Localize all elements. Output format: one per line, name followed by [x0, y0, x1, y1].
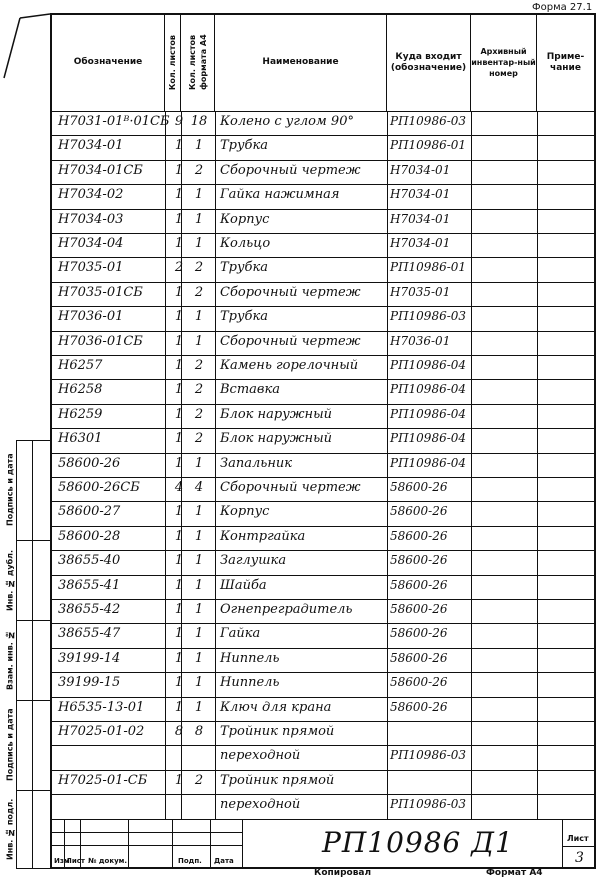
table-row	[52, 257, 594, 281]
row-name: Гайка нажимная	[220, 187, 340, 202]
row-where-used: 58600-26	[390, 529, 448, 543]
tb-list: Лист	[66, 857, 85, 865]
row-sheets-count: 9	[174, 114, 184, 129]
row-sheets-a4: 1	[194, 504, 204, 519]
tb-izm: Изм	[54, 857, 70, 865]
row-where-used: РП10986-03	[390, 309, 467, 323]
table-row	[52, 672, 594, 696]
row-sheets-a4: 1	[194, 456, 204, 471]
side-sign-date-2: Подпись и дата	[5, 708, 15, 782]
row-where-used: РП10986-01	[390, 138, 467, 152]
row-name: Сборочный чертеж	[220, 480, 361, 495]
binding-divider	[16, 700, 50, 701]
table-row	[52, 331, 594, 355]
row-where-used: Н7035-01	[390, 285, 451, 299]
row-name: Сборочный чертеж	[220, 334, 361, 349]
table-row	[52, 209, 594, 233]
row-where-used: 58600-26	[390, 651, 448, 665]
row-designation: Н6259	[58, 407, 103, 422]
row-sheets-count: 1	[174, 602, 184, 617]
table-row	[52, 477, 594, 501]
row-designation: Н7034-03	[58, 212, 124, 227]
row-where-used: 58600-26	[390, 553, 448, 567]
binding-divider	[16, 790, 50, 791]
row-sheets-count: 1	[174, 504, 184, 519]
table-row	[52, 526, 594, 550]
row-name: Блок наружный	[220, 431, 333, 446]
table-row	[52, 575, 594, 599]
row-where-used: РП10986-04	[390, 456, 467, 470]
table-row	[52, 428, 594, 452]
row-sheets-a4: 1	[194, 138, 204, 153]
row-sheets-a4: 8	[194, 724, 204, 739]
table-row	[52, 135, 594, 159]
row-name: Тройник прямой	[220, 724, 335, 739]
row-where-used: 58600-26	[390, 700, 448, 714]
row-sheets-a4: 18	[190, 114, 208, 129]
header-archive: Архивный инвентар-ный номер	[471, 14, 537, 111]
title-block-top	[52, 819, 594, 820]
binding-mark	[0, 0, 50, 120]
table-row	[52, 501, 594, 525]
row-name: Колено с углом 90°	[220, 114, 354, 129]
header-sheets-count-cell	[165, 14, 181, 111]
row-sheets-count: 1	[174, 578, 184, 593]
row-sheets-count: 1	[174, 456, 184, 471]
row-sheets-count: 1	[174, 212, 184, 227]
row-sheets-count: 8	[174, 724, 184, 739]
side-vzam-inv: Взам. инв. №	[5, 630, 15, 690]
title-block-col	[128, 819, 129, 869]
row-sheets-a4: 2	[194, 773, 204, 788]
row-where-used: РП10986-01	[390, 260, 467, 274]
row-where-used: РП10986-04	[390, 431, 467, 445]
row-where-used: 58600-26	[390, 602, 448, 616]
row-designation: Н7034-02	[58, 187, 124, 202]
row-sheets-count: 1	[174, 285, 184, 300]
row-sheets-count: 1	[174, 431, 184, 446]
header-name: Наименование	[215, 14, 387, 111]
table-row	[52, 306, 594, 330]
row-designation: 58600-26	[58, 456, 121, 471]
row-where-used: РП10986-03	[390, 748, 467, 762]
row-name: Запальник	[220, 456, 293, 471]
row-sheets-count: 1	[174, 529, 184, 544]
row-designation: Н7034-01	[58, 138, 124, 153]
row-designation: Н6301	[58, 431, 103, 446]
row-sheets-count: 1	[174, 700, 184, 715]
row-name: Сборочный чертеж	[220, 285, 361, 300]
table-row	[52, 355, 594, 379]
row-where-used: 58600-26	[390, 626, 448, 640]
row-where-used: Н7036-01	[390, 334, 451, 348]
tb-doc-no: № докум.	[88, 857, 128, 865]
row-designation: Н7034-04	[58, 236, 124, 251]
table-row	[52, 184, 594, 208]
table-row	[52, 648, 594, 672]
row-designation: 38655-40	[58, 553, 121, 568]
row-where-used: Н7034-01	[390, 236, 451, 250]
row-sheets-count: 1	[174, 187, 184, 202]
header-designation: Обозначение	[52, 14, 165, 111]
row-sheets-a4: 1	[194, 309, 204, 324]
row-designation: Н7031-01ᴮ·01СБ	[58, 114, 170, 129]
row-designation: 58600-26СБ	[58, 480, 140, 495]
footer-copied: Копировал	[314, 868, 372, 878]
binding-divider	[16, 620, 50, 621]
row-name: переходной	[220, 748, 301, 763]
row-where-used: РП10986-04	[390, 382, 467, 396]
row-name: Гайка	[220, 626, 261, 641]
table-row	[52, 233, 594, 257]
title-block-line	[562, 846, 594, 847]
row-where-used: Н7034-01	[390, 187, 451, 201]
row-designation: Н7036-01СБ	[58, 334, 143, 349]
form-label: Форма 27.1	[532, 2, 593, 13]
row-designation: 39199-14	[58, 651, 121, 666]
table-row	[52, 721, 594, 745]
table-row	[52, 794, 594, 818]
row-designation: 39199-15	[58, 675, 121, 690]
row-name: Сборочный чертеж	[220, 163, 361, 178]
row-name: Вставка	[220, 382, 280, 397]
row-designation: Н7036-01	[58, 309, 124, 324]
title-block-col	[172, 819, 173, 869]
side-inv-dup: Инв. № дубл.	[5, 549, 15, 611]
row-sheets-a4: 2	[194, 260, 204, 275]
row-sheets-a4: 2	[194, 285, 204, 300]
row-sheets-count: 1	[174, 334, 184, 349]
binding-line	[32, 440, 33, 869]
tb-podp: Подп.	[178, 857, 202, 865]
side-sign-date-1: Подпись и дата	[5, 453, 15, 527]
row-name: Блок наружный	[220, 407, 333, 422]
row-where-used: Н7034-01	[390, 212, 451, 226]
row-where-used: РП10986-03	[390, 114, 467, 128]
row-sheets-a4: 1	[194, 651, 204, 666]
row-name: Трубка	[220, 309, 268, 324]
table-row	[52, 379, 594, 403]
header-sheets-a4-cell	[181, 14, 215, 111]
row-where-used: РП10986-04	[390, 407, 467, 421]
table-row	[52, 453, 594, 477]
title-block-col	[562, 819, 563, 869]
header-where-used: Куда входит (обозначение)	[387, 14, 471, 111]
row-designation: Н6258	[58, 382, 103, 397]
binding-divider	[16, 540, 50, 541]
row-sheets-count: 1	[174, 675, 184, 690]
row-sheets-count: 1	[174, 358, 184, 373]
row-sheets-count: 1	[174, 382, 184, 397]
row-sheets-count: 1	[174, 138, 184, 153]
row-name: Корпус	[220, 212, 270, 227]
row-designation: Н7034-01СБ	[58, 163, 143, 178]
row-name: Огнепреградитель	[220, 602, 353, 617]
row-sheets-count: 1	[174, 626, 184, 641]
row-sheets-a4: 1	[194, 236, 204, 251]
row-sheets-count: 1	[174, 651, 184, 666]
row-name: Заглушка	[220, 553, 287, 568]
row-name: Ключ для крана	[220, 700, 332, 715]
row-where-used: РП10986-03	[390, 797, 467, 811]
row-designation: Н6257	[58, 358, 103, 373]
row-sheets-a4: 2	[194, 358, 204, 373]
row-where-used: 58600-26	[390, 675, 448, 689]
table-row	[52, 111, 594, 135]
header-note: Приме-чание	[546, 51, 585, 73]
table-row	[52, 745, 594, 769]
row-name: Шайба	[220, 578, 267, 593]
row-sheets-count: 2	[174, 260, 184, 275]
table-row	[52, 697, 594, 721]
header-sheets-count: Кол. листов	[168, 34, 177, 91]
row-sheets-a4: 1	[194, 675, 204, 690]
tb-date: Дата	[214, 857, 234, 865]
row-sheets-count: 4	[174, 480, 184, 495]
row-sheets-a4: 1	[194, 529, 204, 544]
row-designation: 58600-27	[58, 504, 121, 519]
row-designation: Н7025-01-СБ	[58, 773, 148, 788]
table-row	[52, 282, 594, 306]
row-name: Ниппель	[220, 651, 280, 666]
row-name: Ниппель	[220, 675, 280, 690]
header-sheets-a4: Кол. листов формата А4	[187, 34, 208, 91]
row-sheets-count: 1	[174, 236, 184, 251]
row-sheets-count: 1	[174, 309, 184, 324]
row-name: Трубка	[220, 260, 268, 275]
row-sheets-a4: 4	[194, 480, 204, 495]
row-name: переходной	[220, 797, 301, 812]
table-row	[52, 160, 594, 184]
row-sheets-a4: 1	[194, 578, 204, 593]
row-designation: 38655-41	[58, 578, 121, 593]
sheet-number: 3	[575, 850, 584, 866]
footer-format: Формат А4	[486, 868, 543, 878]
row-sheets-a4: 1	[194, 212, 204, 227]
table-row	[52, 599, 594, 623]
row-where-used: 58600-26	[390, 480, 448, 494]
title-block-col	[242, 819, 243, 869]
row-sheets-a4: 1	[194, 553, 204, 568]
row-where-used: РП10986-04	[390, 358, 467, 372]
row-designation: Н7035-01СБ	[58, 285, 143, 300]
table-header	[52, 14, 594, 111]
row-name: Тройник прямой	[220, 773, 335, 788]
row-name: Контргайка	[220, 529, 306, 544]
table-row	[52, 404, 594, 428]
row-sheets-a4: 1	[194, 626, 204, 641]
table-row	[52, 770, 594, 794]
row-sheets-a4: 2	[194, 431, 204, 446]
row-designation: 58600-28	[58, 529, 121, 544]
row-where-used: Н7034-01	[390, 163, 451, 177]
side-inv-orig: Инв. № подл.	[5, 798, 15, 861]
row-where-used: 58600-26	[390, 504, 448, 518]
row-sheets-count: 1	[174, 163, 184, 178]
row-sheets-a4: 1	[194, 334, 204, 349]
sheet-label: Лист	[567, 834, 589, 843]
row-sheets-a4: 2	[194, 382, 204, 397]
row-sheets-a4: 1	[194, 700, 204, 715]
row-sheets-a4: 2	[194, 163, 204, 178]
row-name: Трубка	[220, 138, 268, 153]
row-where-used: 58600-26	[390, 578, 448, 592]
row-designation: Н7035-01	[58, 260, 124, 275]
row-name: Камень горелочный	[220, 358, 359, 373]
row-sheets-count: 1	[174, 773, 184, 788]
title-block-col	[210, 819, 211, 869]
binding-margin	[16, 440, 50, 869]
row-sheets-a4: 1	[194, 602, 204, 617]
row-designation: 38655-47	[58, 626, 121, 641]
row-designation: Н6535-13-01	[58, 700, 145, 715]
row-sheets-count: 1	[174, 407, 184, 422]
table-row	[52, 550, 594, 574]
row-name: Кольцо	[220, 236, 271, 251]
document-code: РП10986 Д1	[322, 826, 514, 859]
table-row	[52, 623, 594, 647]
row-designation: 38655-42	[58, 602, 121, 617]
row-designation: Н7025-01-02	[58, 724, 145, 739]
row-name: Корпус	[220, 504, 270, 519]
row-sheets-count: 1	[174, 553, 184, 568]
row-sheets-a4: 1	[194, 187, 204, 202]
row-sheets-a4: 2	[194, 407, 204, 422]
